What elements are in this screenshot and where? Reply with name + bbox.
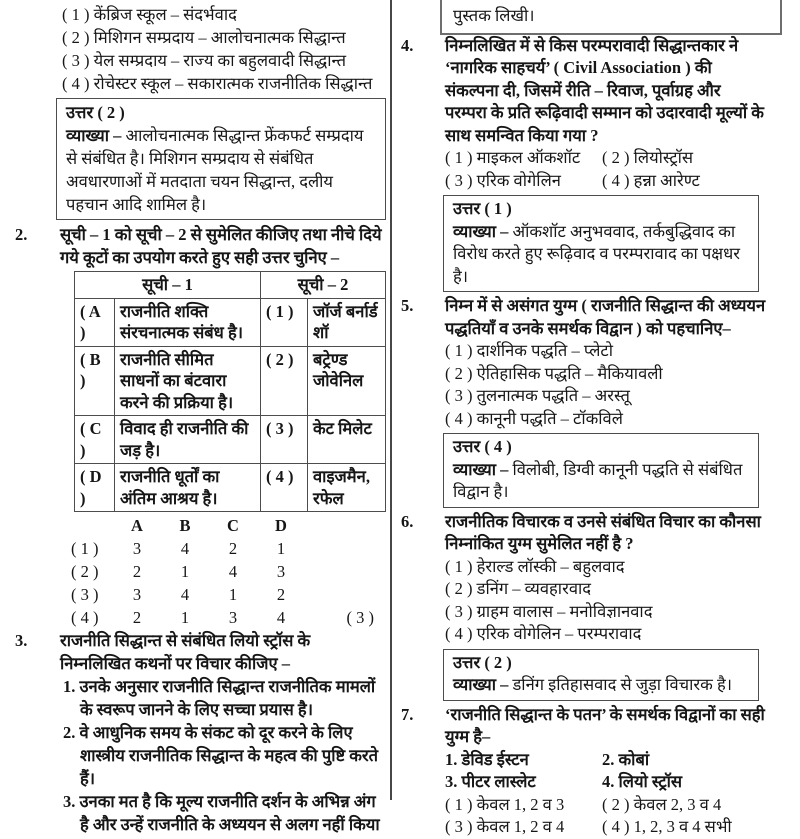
q4-text: निम्नलिखित में से किस परम्परावादी सिद्धान्तकार ने ‘नागरिक साहचर्य’ ( Civil Association ) की संकल्पना दी, जिसमें रीति – रिवाज, पूर्वाग्रह और परम्परा के प्रति रूढ़िवादी सम्मान को उदारवादी मूल्यों के साथ समन्वित किया गया ? [445, 35, 764, 145]
code-value: 2 [276, 585, 286, 604]
q1-option-2: ( 2 ) मिशिगन सम्प्रदाय – आलोचनात्मक सिद्धान्त [62, 28, 346, 47]
q5-option-1: ( 1 ) दार्शनिक पद्धति – प्लेटो [445, 341, 613, 360]
question-3 [0, 629, 390, 836]
q4-option-2: ( 2 ) लियोस्ट्रॉस [602, 148, 694, 167]
code-header-a: A [131, 516, 143, 535]
q5-option-3: ( 3 ) तुलनात्मक पद्धति – अरस्तू [445, 386, 630, 405]
q7-item-1: 1. डेविड ईस्टन [445, 749, 529, 769]
q4-option-1: ( 1 ) माइकल ऑकशॉट [445, 148, 581, 167]
q2-correct-answer: ( 3 ) [346, 608, 374, 627]
q1-option-1: ( 1 ) केंब्रिज स्कूल – संदर्भवाद [62, 5, 237, 24]
row-2-key: ( 2 ) [261, 346, 308, 416]
q1-explanation-text: आलोचनात्मक सिद्धान्त फ्रेंकफर्ट सम्प्रदाय से संबंधित है। मिशिगन सम्प्रदाय से संबंधित अवधारणाओं में मतदाता चयन सिद्धान्त, दलीय पहचान आदि शामिल है। [66, 126, 364, 214]
answer-box-continuation [440, 0, 782, 35]
code-row-4-key: ( 4 ) [71, 608, 99, 627]
row-1-text: जॉर्ज बर्नार्ड शॉ [308, 298, 386, 346]
q6-explanation-text: डनिंग इतिहासवाद से जुड़ा विचारक है। [512, 675, 732, 694]
q5-text: निम्न में से असंगत युग्म ( राजनीति सिद्धान्त की अध्ययन पद्धतियाँ व उनके समर्थक विद्वान ) को पहचानिए– [445, 296, 766, 338]
q6-number: 6. [401, 511, 414, 531]
row-a-text: राजनीति शक्ति संरचनात्मक संबंध है। [115, 298, 261, 346]
code-row-2-key: ( 2 ) [71, 562, 99, 581]
code-row [0, 583, 390, 606]
q7-heading [392, 704, 800, 749]
q3-statement-2: 2. वे आधुनिक समय के संकट को दूर करने के लिए शास्त्रीय राजनीतिक सिद्धान्त के महत्व की पुष्टि करते हैं। [63, 723, 379, 788]
table-header-row [75, 272, 386, 299]
q5-explanation [453, 459, 749, 504]
q3-statement-1: 1. उनके अनुसार राजनीति सिद्धान्त राजनीतिक मामलों के स्वरूप जानने के लिए सच्चा प्रयास है। [63, 677, 376, 719]
code-value: 4 [276, 608, 286, 627]
code-value: 2 [132, 562, 142, 581]
q7-items-row [392, 749, 800, 772]
code-header-c: C [227, 516, 239, 535]
row-a-key: ( A ) [75, 298, 115, 346]
q4-explanation [453, 221, 749, 289]
q2-text: सूची – 1 को सूची – 2 से सुमेलित कीजिए तथा नीचे दिये गये कूटों का उपयोग करते हुए सही उत्तर चुनिए – [60, 225, 382, 267]
q1-answer-label: उत्तर ( 2 ) [66, 103, 125, 122]
row-4-text: वाइजमैन, रफेल [308, 464, 386, 512]
code-value: 4 [180, 585, 190, 604]
q1-explanation-label: व्याख्या – [66, 126, 122, 145]
q6-answer-box [443, 649, 759, 701]
q5-answer-box [443, 433, 759, 508]
q3-heading [0, 629, 390, 675]
q6-heading [392, 511, 800, 556]
q5-heading [392, 295, 800, 340]
code-row-1-key: ( 1 ) [71, 539, 99, 558]
q7-item-4: 4. लियो स्ट्रॉस [602, 772, 683, 791]
code-header-row [0, 514, 390, 537]
question-5 [392, 295, 800, 508]
code-row [0, 560, 390, 583]
q4-explanation-text: ऑकशॉट अनुभववाद, तर्कबुद्धिवाद का विरोध करते हुए रूढ़िवाद व परम्परावाद का पक्षधर है। [453, 221, 741, 286]
q6-option-1: ( 1 ) हेराल्ड लॉस्की – बहुलवाद [445, 556, 625, 576]
code-value: 3 [132, 539, 142, 558]
code-value: 1 [276, 539, 286, 558]
row-3-text: केट मिलेट [308, 416, 386, 464]
table-header-list2: सूची – 2 [261, 272, 386, 299]
row-c-text: विवाद ही राजनीति की जड़ है। [115, 416, 261, 464]
continuation-text: पुस्तक लिखी। [453, 6, 535, 25]
q6-answer-label: उत्तर ( 2 ) [453, 652, 512, 672]
row-d-text: राजनीति धूर्तों का अंतिम आश्रय है। [115, 464, 261, 512]
left-column [0, 3, 390, 836]
q5-number: 5. [401, 296, 414, 315]
row-b-key: ( B ) [75, 346, 115, 416]
q7-text: ‘राजनीति सिद्धान्त के पतन’ के समर्थक विद्वानों का सही युग्म है– [445, 704, 765, 746]
code-value: 3 [228, 608, 238, 627]
code-value: 3 [132, 585, 142, 604]
q1-option-3: ( 3 ) येल सम्प्रदाय – राज्य का बहुलवादी सिद्धान्त [62, 51, 346, 70]
q7-number: 7. [401, 704, 414, 724]
q7-options-row [392, 794, 800, 817]
code-header-d: D [275, 516, 287, 535]
q1-option-4: ( 4 ) रोचेस्टर स्कूल – सकारात्मक राजनीतिक सिद्धान्त [62, 74, 373, 93]
row-c-key: ( C ) [75, 416, 115, 464]
q7-item-2: 2. कोबां [602, 749, 650, 769]
table-header-list1: सूची – 1 [75, 272, 261, 299]
code-value: 4 [180, 539, 190, 558]
code-value: 4 [228, 562, 238, 581]
q4-options-row [392, 147, 800, 170]
q4-option-4: ( 4 ) हन्ना आरेण्ट [602, 170, 700, 190]
code-row [0, 537, 390, 560]
q4-answer-label: उत्तर ( 1 ) [453, 199, 512, 218]
row-1-key: ( 1 ) [261, 298, 308, 346]
q3-text: राजनीति सिद्धान्त से संबंधित लियो स्ट्रॉस के निम्नलिखित कथनों पर विचार कीजिए – [60, 631, 311, 673]
q4-options-row [392, 170, 800, 193]
code-value: 1 [180, 608, 190, 627]
code-value: 2 [132, 608, 142, 627]
q7-items-row [392, 771, 800, 794]
row-d-key: ( D ) [75, 464, 115, 512]
question-6 [392, 511, 800, 701]
q6-explanation [453, 674, 749, 697]
q7-item-3: 3. पीटर लास्लेट [445, 772, 536, 791]
code-value: 1 [228, 585, 238, 604]
q5-answer-label: उत्तर ( 4 ) [453, 437, 512, 456]
code-row-3-key: ( 3 ) [71, 585, 99, 604]
question-7 [392, 704, 800, 839]
q4-heading [392, 35, 800, 148]
q2-number: 2. [15, 225, 28, 244]
q2-heading [0, 223, 390, 269]
q1-answer-box [56, 98, 386, 220]
q6-option-2: ( 2 ) डनिंग – व्यवहारवाद [445, 579, 592, 598]
q7-option-1: ( 1 ) केवल 1, 2 व 3 [445, 794, 565, 814]
q7-option-2: ( 2 ) केवल 2, 3 व 4 [602, 794, 722, 814]
match-table [74, 271, 386, 512]
code-value: 3 [276, 562, 286, 581]
row-2-text: बट्रेण्ड जोवेनिल [308, 346, 386, 416]
q3-number: 3. [15, 631, 28, 650]
row-3-key: ( 3 ) [261, 416, 308, 464]
q6-explanation-label: व्याख्या – [453, 675, 509, 694]
q7-option-4: ( 4 ) 1, 2, 3 व 4 सभी [602, 817, 732, 836]
table-row [75, 298, 386, 346]
q5-option-4: ( 4 ) कानूनी पद्धति – टॉकविले [445, 408, 623, 428]
table-row [75, 346, 386, 416]
q6-text: राजनीतिक विचारक व उनसे संबंधित विचार का कौनसा निम्नांकित युग्म सुमेलित नहीं है ? [445, 511, 761, 553]
question-2 [0, 223, 390, 629]
right-column [392, 0, 800, 839]
q5-explanation-label: व्याख्या – [453, 459, 509, 479]
table-row [75, 416, 386, 464]
question-4 [392, 35, 800, 293]
code-value: 1 [180, 562, 190, 581]
table-row [75, 464, 386, 512]
code-value: 2 [228, 539, 238, 558]
q6-option-4: ( 4 ) एरिक वोगेलिन – परम्परावाद [445, 624, 642, 643]
q7-option-3: ( 3 ) केवल 1, 2 व 4 [445, 817, 565, 836]
q7-options-row [392, 816, 800, 839]
q1-explanation [66, 124, 376, 216]
row-b-text: राजनीति सीमित साधनों का बंटवारा करने की प्रक्रिया है। [115, 346, 261, 416]
code-row [0, 606, 390, 629]
q4-option-3: ( 3 ) एरिक वोगेलिन [445, 170, 561, 190]
row-4-key: ( 4 ) [261, 464, 308, 512]
q4-answer-box [443, 195, 759, 292]
question-1 [0, 3, 390, 220]
q3-statement-3: 3. उनका मत है कि मूल्य राजनीति दर्शन के अभिन्न अंग है और उन्हें राजनीति के अध्ययन से अलग नहीं किया [63, 792, 380, 834]
q4-explanation-label: व्याख्या – [453, 221, 509, 241]
q5-explanation-text: विलोबी, डिग्वी कानूनी पद्धति से संबंधित विद्वान है। [453, 459, 743, 501]
q4-number: 4. [401, 35, 414, 55]
code-header-b: B [179, 516, 191, 535]
q6-option-3: ( 3 ) ग्राहम वालास – मनोविज्ञानवाद [445, 601, 653, 621]
q5-option-2: ( 2 ) ऐतिहासिक पद्धति – मैकियावली [445, 363, 663, 383]
